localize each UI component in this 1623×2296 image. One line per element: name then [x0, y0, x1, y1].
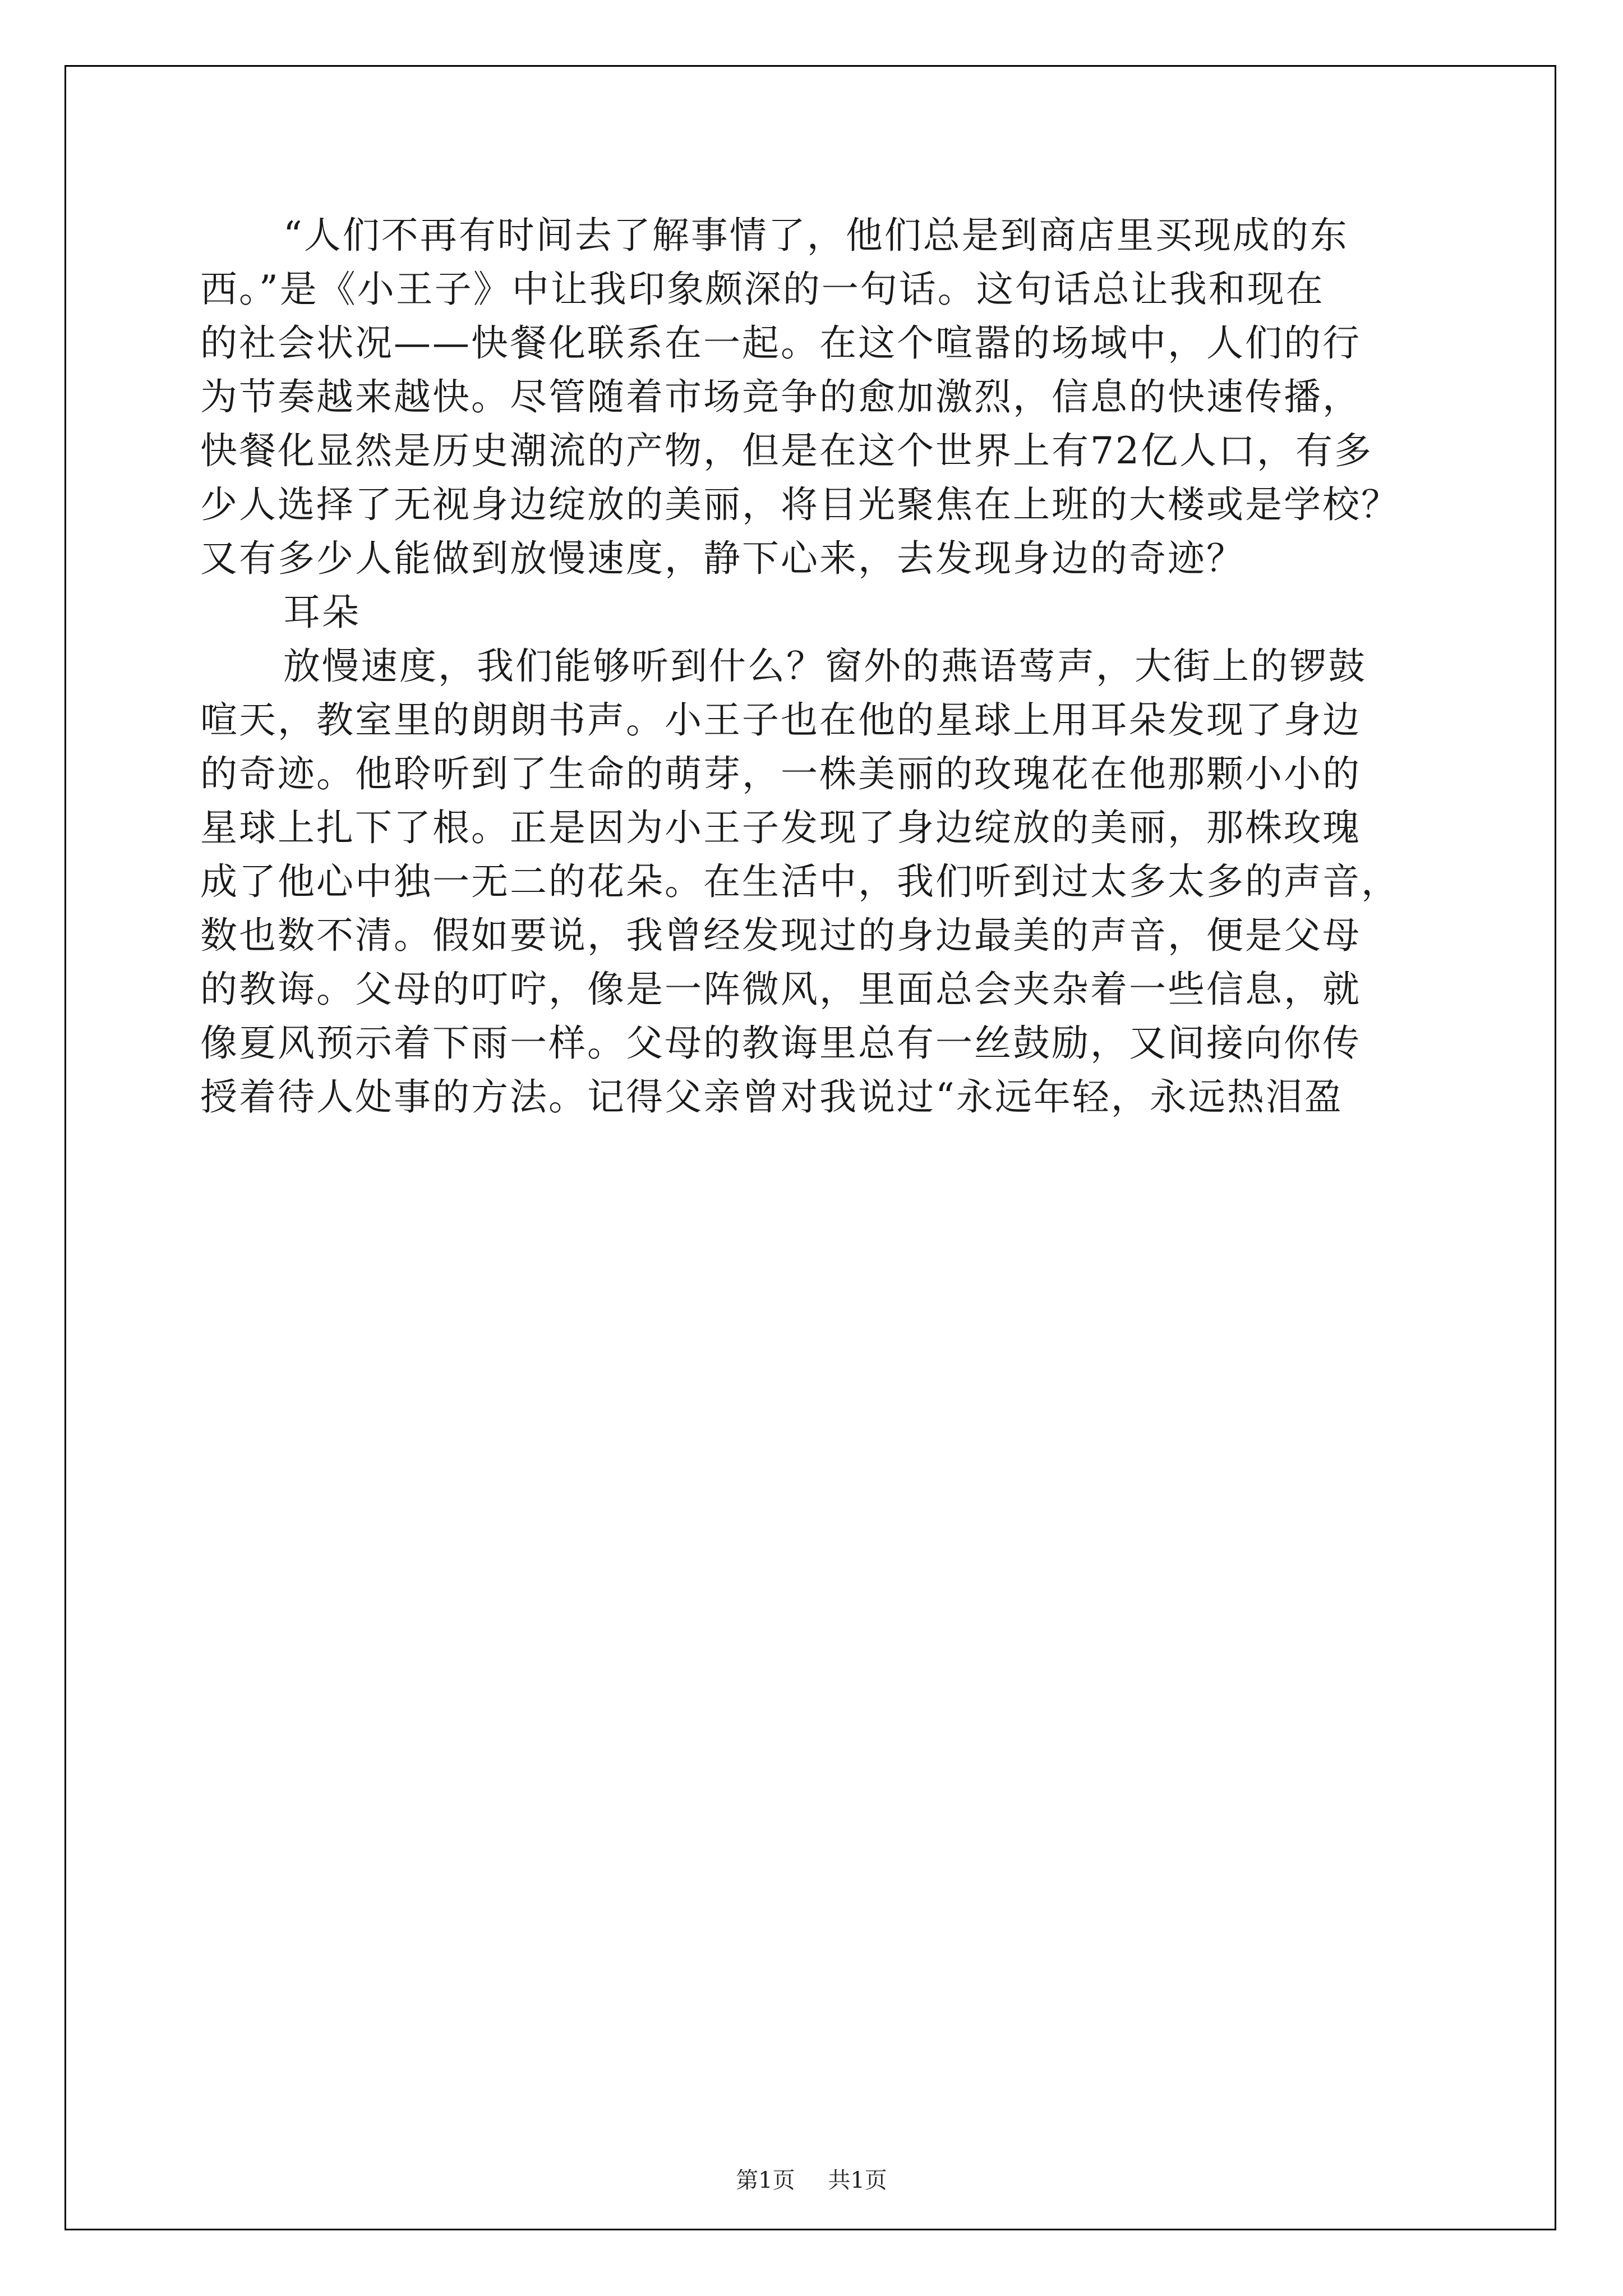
paragraph-line: 放慢速度，我们能够听到什么？窗外的燕语莺声，大街上的锣鼓: [283, 645, 1367, 688]
page-footer: [0, 2166, 1623, 2194]
paragraph-line: 数也数不清。假如要说，我曾经发现过的身边最美的声音，便是父母: [200, 914, 1361, 957]
page-total: 共1页: [828, 2168, 887, 2193]
paragraph-line: 又有多少人能做到放慢速度，静下心来，去发现身边的奇迹？: [200, 537, 1245, 580]
paragraph-line: 为节奏越来越快。尽管随着市场竞争的愈加激烈，信息的快速传播，: [200, 375, 1361, 418]
paragraph-line: 授着待人处事的方法。记得父亲曾对我说过“永远年轻，永远热泪盈: [200, 1075, 1343, 1119]
paragraph-line: 少人选择了无视身边绽放的美丽，将目光聚焦在上班的大楼或是学校？: [200, 483, 1400, 526]
paragraph-line: 的奇迹。他聆听到了生命的萌芽，一株美丽的玫瑰花在他那颗小小的: [200, 752, 1361, 795]
paragraph-line: “人们不再有时间去了解事情了，他们总是到商店里买现成的东: [283, 214, 1349, 257]
page-number: 第1页: [736, 2168, 795, 2193]
paragraph-line: 快餐化显然是历史潮流的产物，但是在这个世界上有72亿人口，有多: [200, 429, 1373, 472]
paragraph-line: 的教诲。父母的叮咛，像是一阵微风，里面总会夹杂着一些信息，就: [200, 968, 1361, 1011]
paragraph-line: 西。”是《小王子》中让我印象颇深的一句话。这句话总让我和现在: [200, 268, 1325, 311]
paragraph-line: 喧天，教室里的朗朗书声。小王子也在他的星球上用耳朵发现了身边: [200, 698, 1361, 742]
paragraph-line: 的社会状况——快餐化联系在一起。在这个喧嚣的场域中，人们的行: [200, 321, 1361, 365]
document-body: [200, 209, 1423, 1124]
section-heading: 耳朵: [283, 591, 361, 634]
paragraph-line: 成了他心中独一无二的花朵。在生活中，我们听到过太多太多的声音，: [200, 860, 1400, 903]
paragraph-line: 星球上扎下了根。正是因为小王子发现了身边绽放的美丽，那株玫瑰: [200, 806, 1361, 849]
paragraph-line: 像夏风预示着下雨一样。父母的教诲里总有一丝鼓励，又间接向你传: [200, 1022, 1361, 1065]
